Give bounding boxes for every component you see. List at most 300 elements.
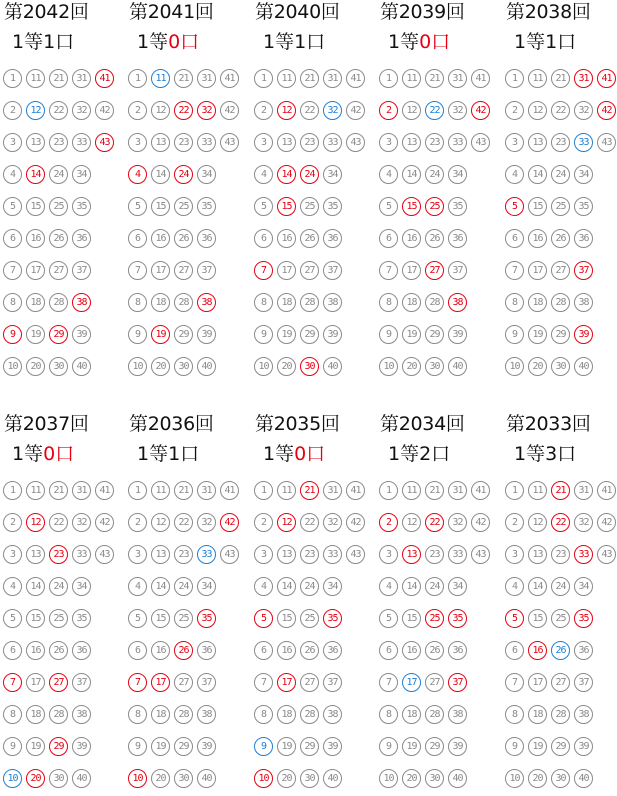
- number-row: [3, 224, 118, 256]
- number-ball: 3: [3, 545, 22, 564]
- number-ball: 26: [174, 229, 193, 248]
- number-ball: 6: [379, 641, 398, 660]
- number-ball: 30: [49, 769, 68, 788]
- winning-number-ball: 42: [220, 513, 239, 532]
- number-ball: 1: [254, 481, 273, 500]
- number-row: [3, 64, 118, 96]
- winning-number-ball: 21: [551, 481, 570, 500]
- number-row: [505, 572, 617, 604]
- number-ball: 16: [528, 229, 547, 248]
- number-row: [505, 352, 617, 384]
- number-ball: 26: [425, 229, 444, 248]
- number-ball: 40: [574, 357, 593, 376]
- number-ball: 34: [448, 577, 467, 596]
- number-ball: 32: [574, 101, 593, 120]
- number-row: [379, 288, 494, 320]
- number-ball: 19: [277, 737, 296, 756]
- number-row: [379, 604, 494, 636]
- number-ball: 34: [72, 165, 91, 184]
- prize-rank: 1等: [137, 31, 169, 53]
- number-grid: [128, 476, 243, 796]
- number-ball: 31: [574, 481, 593, 500]
- number-ball: 1: [128, 69, 147, 88]
- winning-number-ball: 7: [128, 673, 147, 692]
- winning-number-ball: 25: [425, 609, 444, 628]
- winning-number-ball: 26: [174, 641, 193, 660]
- number-row: [128, 64, 243, 96]
- number-row: [379, 256, 494, 288]
- first-prize-winners: [388, 30, 450, 54]
- winning-number-ball: 7: [3, 673, 22, 692]
- number-ball: 36: [197, 641, 216, 660]
- number-grid: [379, 64, 494, 384]
- number-ball: 17: [528, 673, 547, 692]
- winning-number-ball: 35: [448, 609, 467, 628]
- number-ball: 30: [174, 769, 193, 788]
- number-row: [128, 256, 243, 288]
- number-row: [379, 476, 494, 508]
- number-ball: 33: [72, 133, 91, 152]
- number-ball: 39: [574, 737, 593, 756]
- prize-rank: 1等: [12, 31, 44, 53]
- number-ball: 41: [220, 481, 239, 500]
- number-row: [3, 160, 118, 192]
- number-ball: 28: [300, 705, 319, 724]
- number-row: [128, 224, 243, 256]
- bonus-number-ball: 12: [26, 101, 45, 120]
- number-ball: 31: [448, 69, 467, 88]
- number-row: [505, 764, 617, 796]
- number-row: [128, 764, 243, 796]
- number-ball: 40: [72, 769, 91, 788]
- number-ball: 42: [220, 101, 239, 120]
- number-row: [128, 732, 243, 764]
- prize-rank: 1等: [514, 443, 546, 465]
- number-row: [3, 636, 118, 668]
- number-ball: 19: [26, 737, 45, 756]
- number-row: [379, 732, 494, 764]
- number-ball: 33: [323, 133, 342, 152]
- number-ball: 10: [254, 357, 273, 376]
- number-ball: 28: [551, 293, 570, 312]
- number-ball: 34: [574, 165, 593, 184]
- number-ball: 37: [197, 261, 216, 280]
- number-ball: 27: [49, 261, 68, 280]
- number-ball: 24: [551, 165, 570, 184]
- winning-number-ball: 41: [95, 69, 114, 88]
- number-ball: 30: [551, 769, 570, 788]
- number-row: [505, 604, 617, 636]
- number-ball: 31: [448, 481, 467, 500]
- number-row: [505, 732, 617, 764]
- number-ball: 41: [597, 481, 616, 500]
- number-row: [3, 352, 118, 384]
- number-row: [3, 192, 118, 224]
- number-ball: 14: [528, 577, 547, 596]
- prize-rank: 1等: [388, 443, 420, 465]
- winning-number-ball: 16: [528, 641, 547, 660]
- number-ball: 42: [346, 101, 365, 120]
- number-row: [3, 764, 118, 796]
- number-ball: 5: [128, 197, 147, 216]
- number-ball: 28: [551, 705, 570, 724]
- number-row: [254, 256, 369, 288]
- number-ball: 9: [254, 325, 273, 344]
- number-row: [505, 160, 617, 192]
- number-ball: 28: [425, 705, 444, 724]
- winning-number-ball: 21: [300, 481, 319, 500]
- winning-number-ball: 10: [128, 769, 147, 788]
- number-ball: 35: [197, 197, 216, 216]
- number-ball: 6: [505, 229, 524, 248]
- number-ball: 9: [379, 325, 398, 344]
- number-ball: 39: [72, 737, 91, 756]
- number-ball: 30: [551, 357, 570, 376]
- number-ball: 28: [425, 293, 444, 312]
- winning-number-ball: 38: [72, 293, 91, 312]
- number-ball: 34: [197, 577, 216, 596]
- number-row: [379, 192, 494, 224]
- number-ball: 24: [300, 577, 319, 596]
- bonus-number-ball: 10: [3, 769, 22, 788]
- number-row: [379, 572, 494, 604]
- number-ball: 28: [300, 293, 319, 312]
- number-ball: 33: [197, 133, 216, 152]
- number-ball: 7: [505, 673, 524, 692]
- number-ball: 25: [49, 197, 68, 216]
- bonus-number-ball: 33: [574, 133, 593, 152]
- number-ball: 29: [174, 737, 193, 756]
- winning-number-ball: 22: [551, 513, 570, 532]
- number-ball: 8: [379, 293, 398, 312]
- number-ball: 41: [346, 481, 365, 500]
- number-ball: 25: [49, 609, 68, 628]
- number-row: [3, 668, 118, 700]
- prize-rank: 1等: [263, 443, 295, 465]
- number-ball: 16: [277, 641, 296, 660]
- number-row: [128, 160, 243, 192]
- number-ball: 36: [323, 229, 342, 248]
- number-row: [379, 160, 494, 192]
- number-row: [3, 732, 118, 764]
- number-ball: 2: [254, 513, 273, 532]
- number-ball: 25: [551, 609, 570, 628]
- number-ball: 3: [505, 133, 524, 152]
- number-ball: 16: [151, 229, 170, 248]
- number-ball: 36: [448, 641, 467, 660]
- number-row: [128, 128, 243, 160]
- winning-number-ball: 2: [379, 101, 398, 120]
- number-ball: 12: [402, 101, 421, 120]
- number-ball: 15: [26, 609, 45, 628]
- number-ball: 12: [151, 513, 170, 532]
- number-ball: 40: [323, 357, 342, 376]
- number-ball: 42: [95, 513, 114, 532]
- bonus-number-ball: 33: [197, 545, 216, 564]
- number-ball: 33: [323, 545, 342, 564]
- number-row: [254, 160, 369, 192]
- number-row: [254, 320, 369, 352]
- number-ball: 13: [277, 133, 296, 152]
- number-ball: 8: [128, 705, 147, 724]
- number-ball: 34: [448, 165, 467, 184]
- number-row: [254, 476, 369, 508]
- number-row: [505, 668, 617, 700]
- number-ball: 20: [528, 357, 547, 376]
- draw-title: 第2037回: [4, 413, 89, 435]
- number-ball: 27: [551, 673, 570, 692]
- number-ball: 19: [402, 737, 421, 756]
- number-ball: 23: [300, 545, 319, 564]
- winning-number-ball: 12: [277, 101, 296, 120]
- number-ball: 31: [197, 69, 216, 88]
- winning-number-ball: 12: [26, 513, 45, 532]
- number-ball: 3: [3, 133, 22, 152]
- number-ball: 42: [597, 513, 616, 532]
- number-row: [505, 64, 617, 96]
- winning-number-ball: 5: [254, 609, 273, 628]
- number-ball: 12: [528, 513, 547, 532]
- number-ball: 26: [425, 641, 444, 660]
- number-ball: 16: [26, 229, 45, 248]
- number-ball: 8: [3, 293, 22, 312]
- number-ball: 43: [220, 133, 239, 152]
- number-ball: 42: [95, 101, 114, 120]
- number-ball: 38: [72, 705, 91, 724]
- number-ball: 20: [151, 357, 170, 376]
- number-ball: 27: [300, 261, 319, 280]
- number-ball: 27: [174, 673, 193, 692]
- number-ball: 8: [379, 705, 398, 724]
- number-row: [505, 128, 617, 160]
- number-row: [254, 540, 369, 572]
- number-grid: [3, 476, 118, 796]
- number-row: [254, 96, 369, 128]
- number-ball: 38: [323, 293, 342, 312]
- draw-title: 第2041回: [129, 1, 214, 23]
- number-ball: 9: [128, 325, 147, 344]
- number-ball: 39: [197, 325, 216, 344]
- number-ball: 25: [300, 609, 319, 628]
- winning-number-ball: 43: [95, 133, 114, 152]
- number-row: [3, 700, 118, 732]
- number-ball: 40: [448, 769, 467, 788]
- number-row: [3, 508, 118, 540]
- number-ball: 17: [402, 261, 421, 280]
- number-ball: 30: [49, 357, 68, 376]
- number-ball: 4: [379, 577, 398, 596]
- number-ball: 35: [323, 197, 342, 216]
- number-ball: 22: [300, 513, 319, 532]
- number-ball: 33: [72, 545, 91, 564]
- number-row: [379, 700, 494, 732]
- number-row: [3, 288, 118, 320]
- number-ball: 20: [26, 357, 45, 376]
- number-ball: 9: [128, 737, 147, 756]
- number-ball: 30: [300, 769, 319, 788]
- number-ball: 32: [574, 513, 593, 532]
- number-row: [254, 128, 369, 160]
- number-ball: 22: [551, 101, 570, 120]
- first-prize-winners: [514, 442, 576, 466]
- number-ball: 25: [174, 609, 193, 628]
- number-ball: 23: [300, 133, 319, 152]
- number-ball: 18: [528, 705, 547, 724]
- number-ball: 5: [254, 197, 273, 216]
- number-ball: 13: [528, 133, 547, 152]
- bonus-number-ball: 26: [551, 641, 570, 660]
- number-ball: 18: [402, 705, 421, 724]
- winning-number-ball: 20: [26, 769, 45, 788]
- number-ball: 32: [72, 513, 91, 532]
- number-ball: 6: [254, 641, 273, 660]
- winning-number-ball: 41: [597, 69, 616, 88]
- number-ball: 42: [346, 513, 365, 532]
- number-row: [379, 320, 494, 352]
- number-ball: 39: [72, 325, 91, 344]
- number-ball: 40: [448, 357, 467, 376]
- number-ball: 15: [402, 609, 421, 628]
- number-row: [254, 700, 369, 732]
- number-ball: 36: [72, 641, 91, 660]
- number-row: [505, 476, 617, 508]
- number-ball: 17: [26, 673, 45, 692]
- number-ball: 18: [528, 293, 547, 312]
- number-row: [3, 96, 118, 128]
- number-ball: 2: [128, 513, 147, 532]
- number-ball: 16: [402, 229, 421, 248]
- number-ball: 13: [277, 545, 296, 564]
- number-ball: 21: [300, 69, 319, 88]
- number-ball: 34: [323, 165, 342, 184]
- number-ball: 16: [151, 641, 170, 660]
- number-ball: 23: [174, 133, 193, 152]
- number-ball: 16: [26, 641, 45, 660]
- number-ball: 29: [300, 737, 319, 756]
- number-ball: 43: [597, 545, 616, 564]
- draw-title: 第2040回: [255, 1, 340, 23]
- number-ball: 35: [574, 197, 593, 216]
- number-ball: 7: [379, 261, 398, 280]
- winning-number-ball: 37: [448, 673, 467, 692]
- number-ball: 18: [26, 705, 45, 724]
- number-ball: 17: [26, 261, 45, 280]
- number-row: [505, 700, 617, 732]
- number-ball: 10: [128, 357, 147, 376]
- number-ball: 39: [323, 325, 342, 344]
- number-ball: 16: [277, 229, 296, 248]
- number-ball: 10: [3, 357, 22, 376]
- draw-title: 第2034回: [380, 413, 465, 435]
- number-ball: 1: [379, 69, 398, 88]
- number-ball: 38: [197, 705, 216, 724]
- winner-count: 1口: [168, 443, 200, 465]
- number-ball: 34: [574, 577, 593, 596]
- winner-count: 1口: [545, 31, 577, 53]
- number-ball: 39: [448, 737, 467, 756]
- number-ball: 9: [3, 737, 22, 756]
- first-prize-winners: [263, 442, 325, 466]
- number-ball: 11: [277, 481, 296, 500]
- winning-number-ball: 30: [300, 357, 319, 376]
- number-row: [254, 732, 369, 764]
- winner-count: 1口: [294, 31, 326, 53]
- number-ball: 28: [174, 705, 193, 724]
- number-ball: 40: [72, 357, 91, 376]
- number-ball: 1: [128, 481, 147, 500]
- number-row: [128, 508, 243, 540]
- number-ball: 2: [505, 101, 524, 120]
- number-ball: 24: [49, 165, 68, 184]
- winning-number-ball: 5: [505, 609, 524, 628]
- number-row: [3, 128, 118, 160]
- number-ball: 43: [346, 133, 365, 152]
- number-ball: 18: [277, 293, 296, 312]
- number-ball: 13: [402, 133, 421, 152]
- number-ball: 19: [151, 737, 170, 756]
- number-ball: 23: [551, 133, 570, 152]
- number-ball: 5: [379, 609, 398, 628]
- number-ball: 13: [151, 133, 170, 152]
- number-ball: 5: [3, 609, 22, 628]
- number-ball: 25: [300, 197, 319, 216]
- number-ball: 8: [254, 293, 273, 312]
- winner-count: 0口: [419, 31, 451, 53]
- number-ball: 2: [3, 101, 22, 120]
- number-ball: 24: [425, 577, 444, 596]
- number-row: [254, 764, 369, 796]
- number-row: [254, 572, 369, 604]
- number-ball: 29: [174, 325, 193, 344]
- winning-number-ball: 7: [254, 261, 273, 280]
- number-ball: 10: [379, 769, 398, 788]
- number-row: [505, 256, 617, 288]
- number-ball: 39: [323, 737, 342, 756]
- first-prize-winners: [388, 442, 450, 466]
- number-ball: 31: [72, 481, 91, 500]
- number-ball: 36: [574, 229, 593, 248]
- number-ball: 19: [26, 325, 45, 344]
- number-ball: 15: [151, 197, 170, 216]
- winning-number-ball: 13: [402, 545, 421, 564]
- draw-title: 第2033回: [506, 413, 591, 435]
- number-ball: 31: [323, 69, 342, 88]
- number-ball: 23: [551, 545, 570, 564]
- winner-count: 2口: [419, 443, 451, 465]
- number-ball: 28: [49, 293, 68, 312]
- number-ball: 28: [49, 705, 68, 724]
- winning-number-ball: 14: [277, 165, 296, 184]
- number-row: [379, 636, 494, 668]
- number-row: [254, 668, 369, 700]
- number-ball: 27: [174, 261, 193, 280]
- number-ball: 22: [300, 101, 319, 120]
- number-ball: 4: [128, 577, 147, 596]
- number-row: [505, 636, 617, 668]
- number-ball: 28: [174, 293, 193, 312]
- number-ball: 2: [505, 513, 524, 532]
- number-row: [254, 352, 369, 384]
- number-ball: 1: [3, 481, 22, 500]
- number-ball: 21: [49, 481, 68, 500]
- number-ball: 30: [425, 769, 444, 788]
- number-ball: 21: [174, 69, 193, 88]
- number-ball: 1: [505, 481, 524, 500]
- number-ball: 37: [72, 261, 91, 280]
- number-ball: 19: [528, 737, 547, 756]
- number-ball: 21: [425, 69, 444, 88]
- number-ball: 36: [574, 641, 593, 660]
